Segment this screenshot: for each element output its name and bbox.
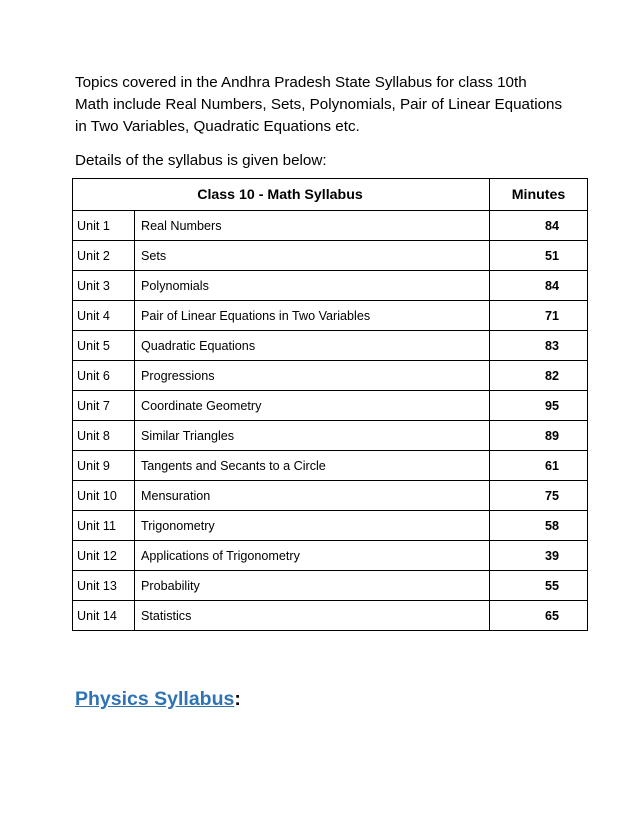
minutes-cell: 84 — [490, 271, 588, 301]
table-row — [73, 271, 588, 301]
table-row — [73, 481, 588, 511]
table-row — [73, 241, 588, 271]
topic-cell: Real Numbers — [135, 211, 490, 241]
table-body — [73, 211, 588, 631]
minutes-column-header: Minutes — [490, 179, 588, 211]
unit-cell: Unit 14 — [73, 601, 135, 631]
unit-cell: Unit 8 — [73, 421, 135, 451]
topic-cell: Tangents and Secants to a Circle — [135, 451, 490, 481]
table-row — [73, 391, 588, 421]
topic-cell: Polynomials — [135, 271, 490, 301]
table-row — [73, 511, 588, 541]
topic-cell: Coordinate Geometry — [135, 391, 490, 421]
minutes-cell: 84 — [490, 211, 588, 241]
minutes-cell: 51 — [490, 241, 588, 271]
topic-cell: Statistics — [135, 601, 490, 631]
intro-paragraph — [75, 72, 575, 138]
physics-heading — [75, 686, 241, 712]
table-row — [73, 301, 588, 331]
topic-cell: Pair of Linear Equations in Two Variables — [135, 301, 490, 331]
minutes-cell: 65 — [490, 601, 588, 631]
intro-line-1: Topics covered in the Andhra Pradesh State Syllabus for class 10th — [75, 74, 527, 91]
minutes-cell: 71 — [490, 301, 588, 331]
unit-cell: Unit 13 — [73, 571, 135, 601]
unit-cell: Unit 2 — [73, 241, 135, 271]
unit-cell: Unit 11 — [73, 511, 135, 541]
table-row — [73, 361, 588, 391]
topic-cell: Applications of Trigonometry — [135, 541, 490, 571]
unit-cell: Unit 10 — [73, 481, 135, 511]
intro-line-3: in Two Variables, Quadratic Equations etc. — [75, 118, 360, 135]
minutes-cell: 58 — [490, 511, 588, 541]
minutes-cell: 39 — [490, 541, 588, 571]
table-header-row — [73, 179, 588, 211]
physics-heading-colon: : — [234, 688, 241, 710]
intro-line-2: Math include Real Numbers, Sets, Polynomials, Pair of Linear Equations — [75, 96, 563, 113]
physics-syllabus-link[interactable]: Physics Syllabus — [75, 688, 235, 710]
topic-cell: Mensuration — [135, 481, 490, 511]
minutes-cell: 61 — [490, 451, 588, 481]
unit-cell: Unit 7 — [73, 391, 135, 421]
table-title: Class 10 - Math Syllabus — [73, 179, 490, 211]
table-row — [73, 541, 588, 571]
table-row — [73, 211, 588, 241]
topic-cell: Sets — [135, 241, 490, 271]
minutes-cell: 75 — [490, 481, 588, 511]
unit-cell: Unit 1 — [73, 211, 135, 241]
table-row — [73, 601, 588, 631]
table-row — [73, 451, 588, 481]
table-row — [73, 571, 588, 601]
details-text: Details of the syllabus is given below: — [75, 152, 327, 169]
syllabus-table — [72, 178, 588, 631]
minutes-cell: 55 — [490, 571, 588, 601]
table-row — [73, 331, 588, 361]
topic-cell: Quadratic Equations — [135, 331, 490, 361]
minutes-cell: 83 — [490, 331, 588, 361]
unit-cell: Unit 5 — [73, 331, 135, 361]
unit-cell: Unit 3 — [73, 271, 135, 301]
topic-cell: Similar Triangles — [135, 421, 490, 451]
unit-cell: Unit 6 — [73, 361, 135, 391]
unit-cell: Unit 12 — [73, 541, 135, 571]
topic-cell: Progressions — [135, 361, 490, 391]
minutes-cell: 95 — [490, 391, 588, 421]
topic-cell: Probability — [135, 571, 490, 601]
table-row — [73, 421, 588, 451]
minutes-cell: 82 — [490, 361, 588, 391]
topic-cell: Trigonometry — [135, 511, 490, 541]
minutes-cell: 89 — [490, 421, 588, 451]
unit-cell: Unit 4 — [73, 301, 135, 331]
unit-cell: Unit 9 — [73, 451, 135, 481]
